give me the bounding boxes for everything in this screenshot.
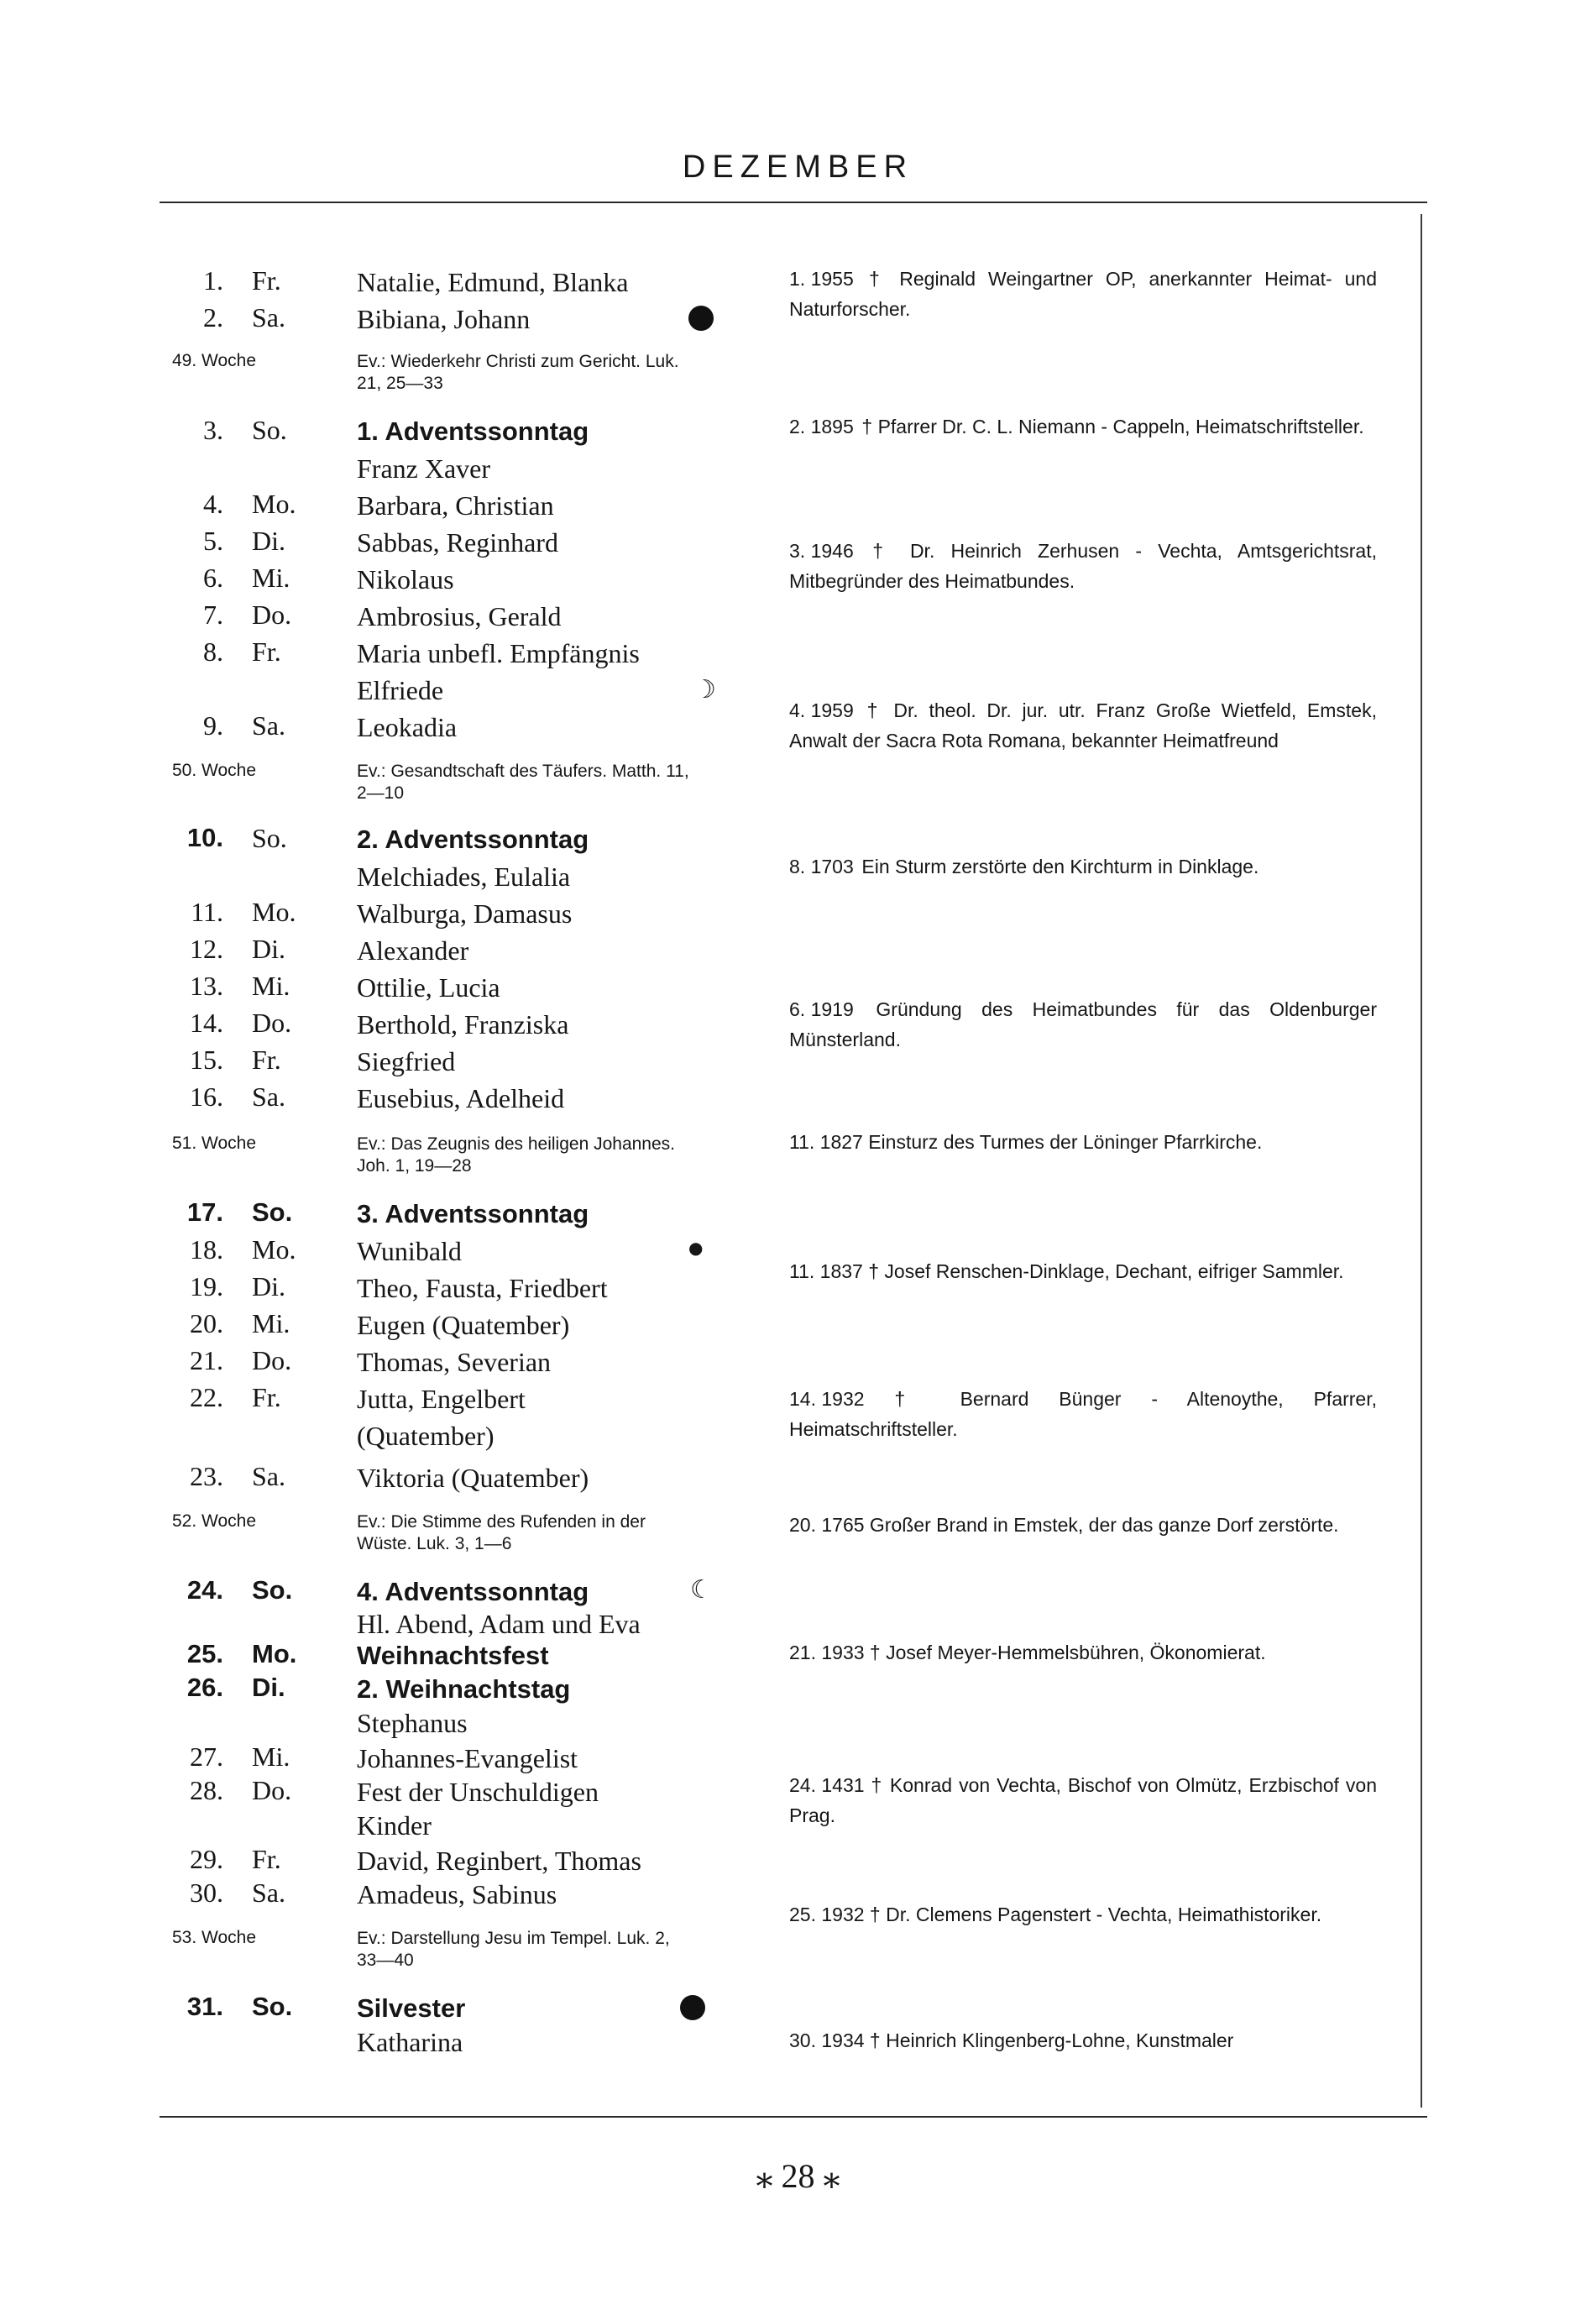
event-entry: 8. 1703 Ein Sturm zerstörte den Kirchturm in Dinklage.: [789, 856, 1259, 877]
page-number: ⁎ 28 ⁎: [756, 2157, 840, 2195]
new-moon-icon: [680, 1995, 705, 2020]
event-entry: 24. 1431 † Konrad von Vechta, Bischof von Olmütz, Erzbischof von Prag.: [789, 1774, 1378, 1826]
event-entry: 21. 1933 † Josef Meyer-Hemmelsbühren, Ökonomierat.: [789, 1642, 1266, 1663]
first-quarter-moon-icon: ☽: [693, 675, 716, 704]
event-entry: 4. 1959 † Dr. theol. Dr. jur. utr. Franz Große Wietfeld, Emstek, Anwalt der Sacra Rota Romana, bekannter Heimatfreund: [789, 699, 1377, 752]
full-moon-icon: ●: [688, 1238, 704, 1258]
new-moon-icon: [688, 306, 714, 331]
event-entry: 6. 1919 Gründung des Heimatbundes für das Oldenburger Münsterland.: [789, 998, 1377, 1050]
last-quarter-moon-icon: ☾: [690, 1575, 713, 1605]
bottom-rule: [160, 2116, 1427, 2118]
event-entry: 2. 1895 † Pfarrer Dr. C. L. Niemann - Cappeln, Heimatschriftsteller.: [789, 416, 1364, 437]
event-entry: 20. 1765 Großer Brand in Emstek, der das ganze Dorf zerstörte.: [789, 1514, 1339, 1536]
event-entry: 14. 1932 † Bernard Bünger - Altenoythe, Pfarrer, Heimatschriftsteller.: [789, 1388, 1377, 1440]
event-entry: 3. 1946 † Dr. Heinrich Zerhusen - Vechta, Amtsgerichtsrat, Mitbegründer des Heimatbundes.: [789, 540, 1378, 592]
event-entry: 11. 1827 Einsturz des Turmes der Löninger Pfarrkirche.: [789, 1131, 1263, 1153]
page-title: DEZEMBER: [682, 149, 914, 185]
top-rule: [160, 202, 1427, 203]
event-entry: 25. 1932 † Dr. Clemens Pagenstert - Vechta, Heimathistoriker.: [789, 1904, 1322, 1925]
event-entry: 11. 1837 † Josef Renschen-Dinklage, Dechant, eifriger Sammler.: [789, 1260, 1344, 1282]
event-entry: 1. 1955 † Reginald Weingartner OP, anerkannter Heimat- und Naturforscher.: [789, 268, 1378, 320]
event-entry: 30. 1934 † Heinrich Klingenberg-Lohne, Kunstmaler: [789, 2029, 1234, 2051]
column-divider: [1421, 214, 1422, 2108]
